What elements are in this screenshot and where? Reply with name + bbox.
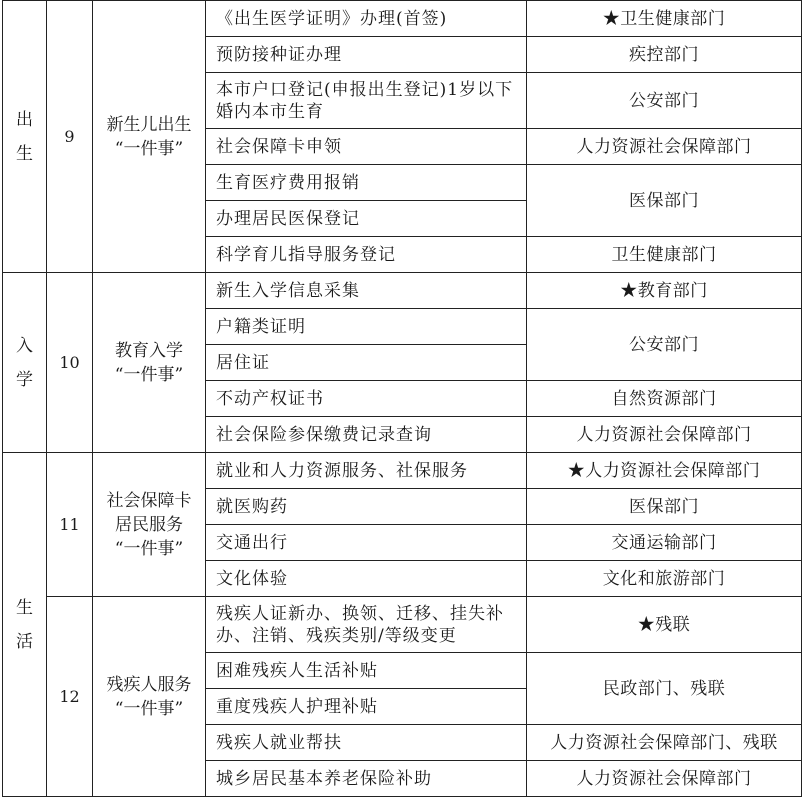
department: 人力资源社会保障部门 xyxy=(527,761,802,797)
item-number: 12 xyxy=(47,597,93,797)
task-item: 社会保险参保缴费记录查询 xyxy=(206,417,527,453)
department: 医保部门 xyxy=(527,165,802,237)
task-item: 社会保障卡申领 xyxy=(206,129,527,165)
department: 人力资源社会保障部门、残联 xyxy=(527,725,802,761)
task-item: 生育医疗费用报销 xyxy=(206,165,527,201)
department: 文化和旅游部门 xyxy=(527,561,802,597)
stage-label: 入学 xyxy=(16,335,33,390)
task-item: 户籍类证明 xyxy=(206,309,527,345)
department: 交通运输部门 xyxy=(527,525,802,561)
task-item: 残疾人就业帮扶 xyxy=(206,725,527,761)
service-name-line: 新生儿出生 xyxy=(106,114,192,135)
service-name-line: “一件事” xyxy=(114,698,184,719)
stage-label: 生活 xyxy=(16,597,33,652)
stage-cell xyxy=(3,453,47,797)
department: 民政部门、残联 xyxy=(527,653,802,725)
department: 公安部门 xyxy=(527,309,802,381)
service-name-line: 残疾人服务 xyxy=(106,674,192,695)
department: ★残联 xyxy=(527,597,802,653)
service-name-line: “一件事” xyxy=(114,364,184,385)
task-item: 交通出行 xyxy=(206,525,527,561)
department: 自然资源部门 xyxy=(527,381,802,417)
task-item: 居住证 xyxy=(206,345,527,381)
department: ★人力资源社会保障部门 xyxy=(527,453,802,489)
service-name-line: 社会保障卡 xyxy=(106,490,192,511)
service-table xyxy=(2,0,802,797)
department: ★卫生健康部门 xyxy=(527,1,802,37)
department: 疾控部门 xyxy=(527,37,802,73)
task-item: 就业和人力资源服务、社保服务 xyxy=(206,453,527,489)
item-number: 9 xyxy=(47,1,93,273)
service-name xyxy=(93,1,206,273)
service-name xyxy=(93,453,206,597)
service-name xyxy=(93,273,206,453)
task-item: 本市户口登记(申报出生登记)1岁以下婚内本市生育 xyxy=(206,73,527,129)
item-number: 10 xyxy=(47,273,93,453)
task-item: 文化体验 xyxy=(206,561,527,597)
task-item: 不动产权证书 xyxy=(206,381,527,417)
task-item: 就医购药 xyxy=(206,489,527,525)
task-item: 科学育儿指导服务登记 xyxy=(206,237,527,273)
service-name-line: 教育入学 xyxy=(115,340,183,361)
service-name-line: 居民服务 xyxy=(115,514,183,535)
task-item: 重度残疾人护理补贴 xyxy=(206,689,527,725)
task-item: 城乡居民基本养老保险补助 xyxy=(206,761,527,797)
task-item: 预防接种证办理 xyxy=(206,37,527,73)
stage-cell xyxy=(3,273,47,453)
service-name-line: “一件事” xyxy=(114,138,184,159)
department: 人力资源社会保障部门 xyxy=(527,129,802,165)
service-name xyxy=(93,597,206,797)
department: 公安部门 xyxy=(527,73,802,129)
department: 医保部门 xyxy=(527,489,802,525)
task-item: 新生入学信息采集 xyxy=(206,273,527,309)
task-item: 《出生医学证明》办理(首签) xyxy=(206,1,527,37)
service-name-line: “一件事” xyxy=(114,538,184,559)
task-item: 困难残疾人生活补贴 xyxy=(206,653,527,689)
task-item: 残疾人证新办、换领、迁移、挂失补办、注销、残疾类别/等级变更 xyxy=(206,597,527,653)
stage-cell xyxy=(3,1,47,273)
department: ★教育部门 xyxy=(527,273,802,309)
department: 卫生健康部门 xyxy=(527,237,802,273)
stage-label: 出生 xyxy=(16,109,33,164)
task-item: 办理居民医保登记 xyxy=(206,201,527,237)
department: 人力资源社会保障部门 xyxy=(527,417,802,453)
item-number: 11 xyxy=(47,453,93,597)
